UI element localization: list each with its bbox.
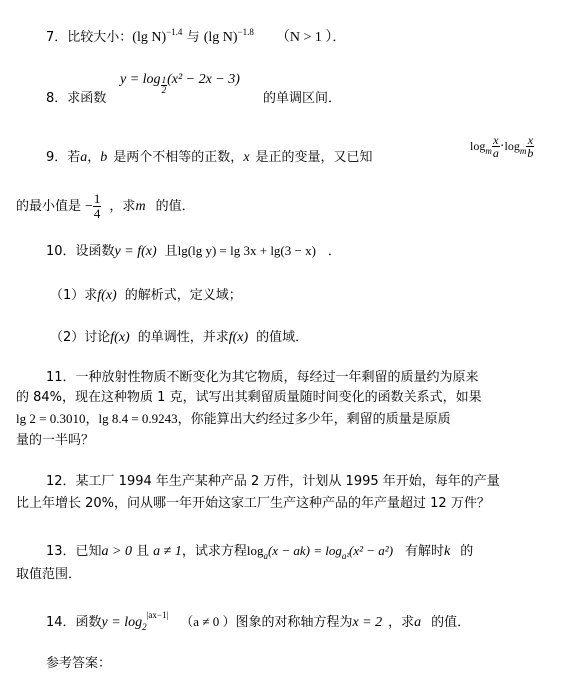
- text: 是正的变量，又已知: [255, 150, 373, 165]
- expr-lgN-1: (lg N): [132, 30, 167, 45]
- denominator: a: [492, 146, 499, 160]
- axis-equation: x = 2: [352, 615, 383, 630]
- lhs-argument: (x − ak) = log: [267, 543, 342, 558]
- problem-8: [46, 91, 106, 107]
- text: 的解析式，定义域；: [124, 288, 242, 303]
- problem-10-label: 10．设函数: [46, 244, 115, 259]
- var-a: a: [80, 150, 88, 165]
- exponent: |ax−1|: [146, 610, 169, 620]
- period: ．: [327, 244, 341, 259]
- problem-8-tail: [263, 91, 341, 107]
- conjunction: 与: [182, 30, 204, 45]
- exponent-2: −1.8: [237, 27, 254, 37]
- frac-one-quarter: [93, 192, 102, 221]
- problem-12-line1: 12．某工厂 1994 年生产某种产品 2 万件，计划从 1995 年开始，每年的产量: [46, 474, 500, 489]
- lg2-value: lg 2 = 0.3010: [16, 411, 86, 426]
- fx: f(x): [110, 330, 130, 345]
- problem-9-line1: [46, 150, 373, 166]
- log-argument: (x² − 2x − 3): [167, 72, 240, 87]
- log-1: log: [470, 139, 486, 153]
- condition-1: a > 0: [101, 544, 132, 559]
- numerator: x: [527, 133, 534, 147]
- comma: ，: [87, 150, 101, 165]
- dot: ·: [499, 139, 505, 154]
- fx: f(x): [97, 288, 117, 303]
- problem-14: [46, 610, 471, 632]
- fx: f(x): [228, 330, 249, 345]
- period: ．: [332, 30, 346, 45]
- frac-x-over-a: [492, 134, 500, 159]
- log-2: log: [504, 139, 520, 153]
- problem-11-line3: [16, 411, 451, 428]
- text: 有解时: [405, 544, 445, 559]
- text: 图象的对称轴方程为: [235, 615, 353, 630]
- exponent-1: −1.4: [166, 27, 183, 37]
- log-base: 2: [142, 622, 147, 632]
- lhs-base: a: [263, 551, 268, 561]
- text: ，你能算出大约经过多少年，剩留的质量是原质: [177, 412, 451, 427]
- var-k: k: [444, 544, 451, 559]
- condition: （N > 1 ）: [275, 30, 333, 45]
- condition-2: a ≠ 1: [153, 544, 182, 559]
- problem-10-part-1: [50, 288, 242, 304]
- problem-10: [46, 243, 341, 260]
- text: 的值．: [431, 615, 471, 630]
- text: 的值域．: [256, 330, 309, 345]
- frac-x-over-b: [526, 134, 534, 159]
- numerator: 1: [93, 191, 101, 206]
- base-denominator: 2: [161, 85, 167, 95]
- text: （1）求: [50, 288, 98, 303]
- log-function: y = log: [120, 72, 161, 87]
- problem-11-line2: 的 84%，现在这种物质 1 克，试写出其剩留质量随时间变化的函数关系式，如果: [16, 390, 482, 405]
- comma: ，: [85, 412, 99, 427]
- var-m: m: [135, 199, 146, 214]
- problem-9-label: 9．若: [46, 150, 81, 165]
- lg84-value: lg 8.4 = 0.9243: [98, 411, 178, 426]
- numerator: x: [493, 133, 499, 147]
- log-function: y = log: [101, 615, 143, 630]
- problem-8-tail-text: 的单调区间．: [263, 91, 342, 106]
- problem-13-line1: [46, 543, 473, 560]
- problem-11-line4: 量的一半吗？: [16, 433, 95, 448]
- problem-12-line2: 比上年增长 20%，问从哪一年开始这家工厂生产这种产品的年产量超过 12 万件？: [16, 496, 490, 511]
- var-x: x: [243, 150, 250, 165]
- problem-14-label: 14．函数: [46, 615, 102, 630]
- log-base-fraction: [161, 76, 168, 95]
- function-def: y = f(x): [114, 244, 157, 259]
- problem-13-label: 13．已知: [46, 544, 102, 559]
- problem-7: [46, 27, 346, 46]
- problem-8-formula: [120, 70, 240, 95]
- text: 的单调性，并求: [137, 330, 229, 345]
- text: 是两个不相等的正数，: [113, 150, 244, 165]
- problem-7-label: 7．比较大小：: [46, 30, 133, 45]
- problem-11-line1: 11．一种放射性物质不断变化为其它物质，每经过一年剩留的质量约为原来: [46, 370, 479, 385]
- conjunction: 且: [132, 544, 150, 559]
- rhs-argument: (x² − a²): [349, 543, 394, 558]
- expr-lgN-2: (lg N): [203, 30, 238, 45]
- condition: （a ≠ 0 ）: [180, 614, 236, 629]
- problem-10-part-2: [50, 330, 308, 346]
- problem-13-line2: 取值范围．: [16, 567, 82, 582]
- base-numerator: 1: [161, 75, 167, 85]
- text: 的最小值是: [16, 199, 82, 214]
- var-b: b: [100, 150, 108, 165]
- conjunction: 且: [164, 244, 178, 259]
- denominator: b: [527, 146, 534, 160]
- text: 的: [460, 544, 474, 559]
- equation: lg(lg y) = lg 3x + lg(3 − x): [177, 243, 316, 258]
- text: （2）讨论: [50, 330, 111, 345]
- base-m-2: m: [519, 146, 527, 156]
- denominator: 4: [93, 206, 101, 221]
- base-m-1: m: [485, 146, 492, 156]
- problem-8-label: 8．求函数: [46, 91, 107, 106]
- problem-9-line2: [16, 192, 195, 222]
- text: 的值．: [155, 199, 195, 214]
- answer-heading: 参考答案：: [46, 656, 112, 671]
- minus-sign: −: [85, 199, 93, 214]
- log-lhs: log: [246, 543, 264, 558]
- problem-9-log-product: [470, 134, 534, 159]
- var-a: a: [414, 615, 422, 630]
- rhs-base: a²: [341, 551, 350, 561]
- text: ，求: [109, 199, 136, 214]
- text: ，试求方程: [181, 544, 247, 559]
- text: ，求: [388, 615, 415, 630]
